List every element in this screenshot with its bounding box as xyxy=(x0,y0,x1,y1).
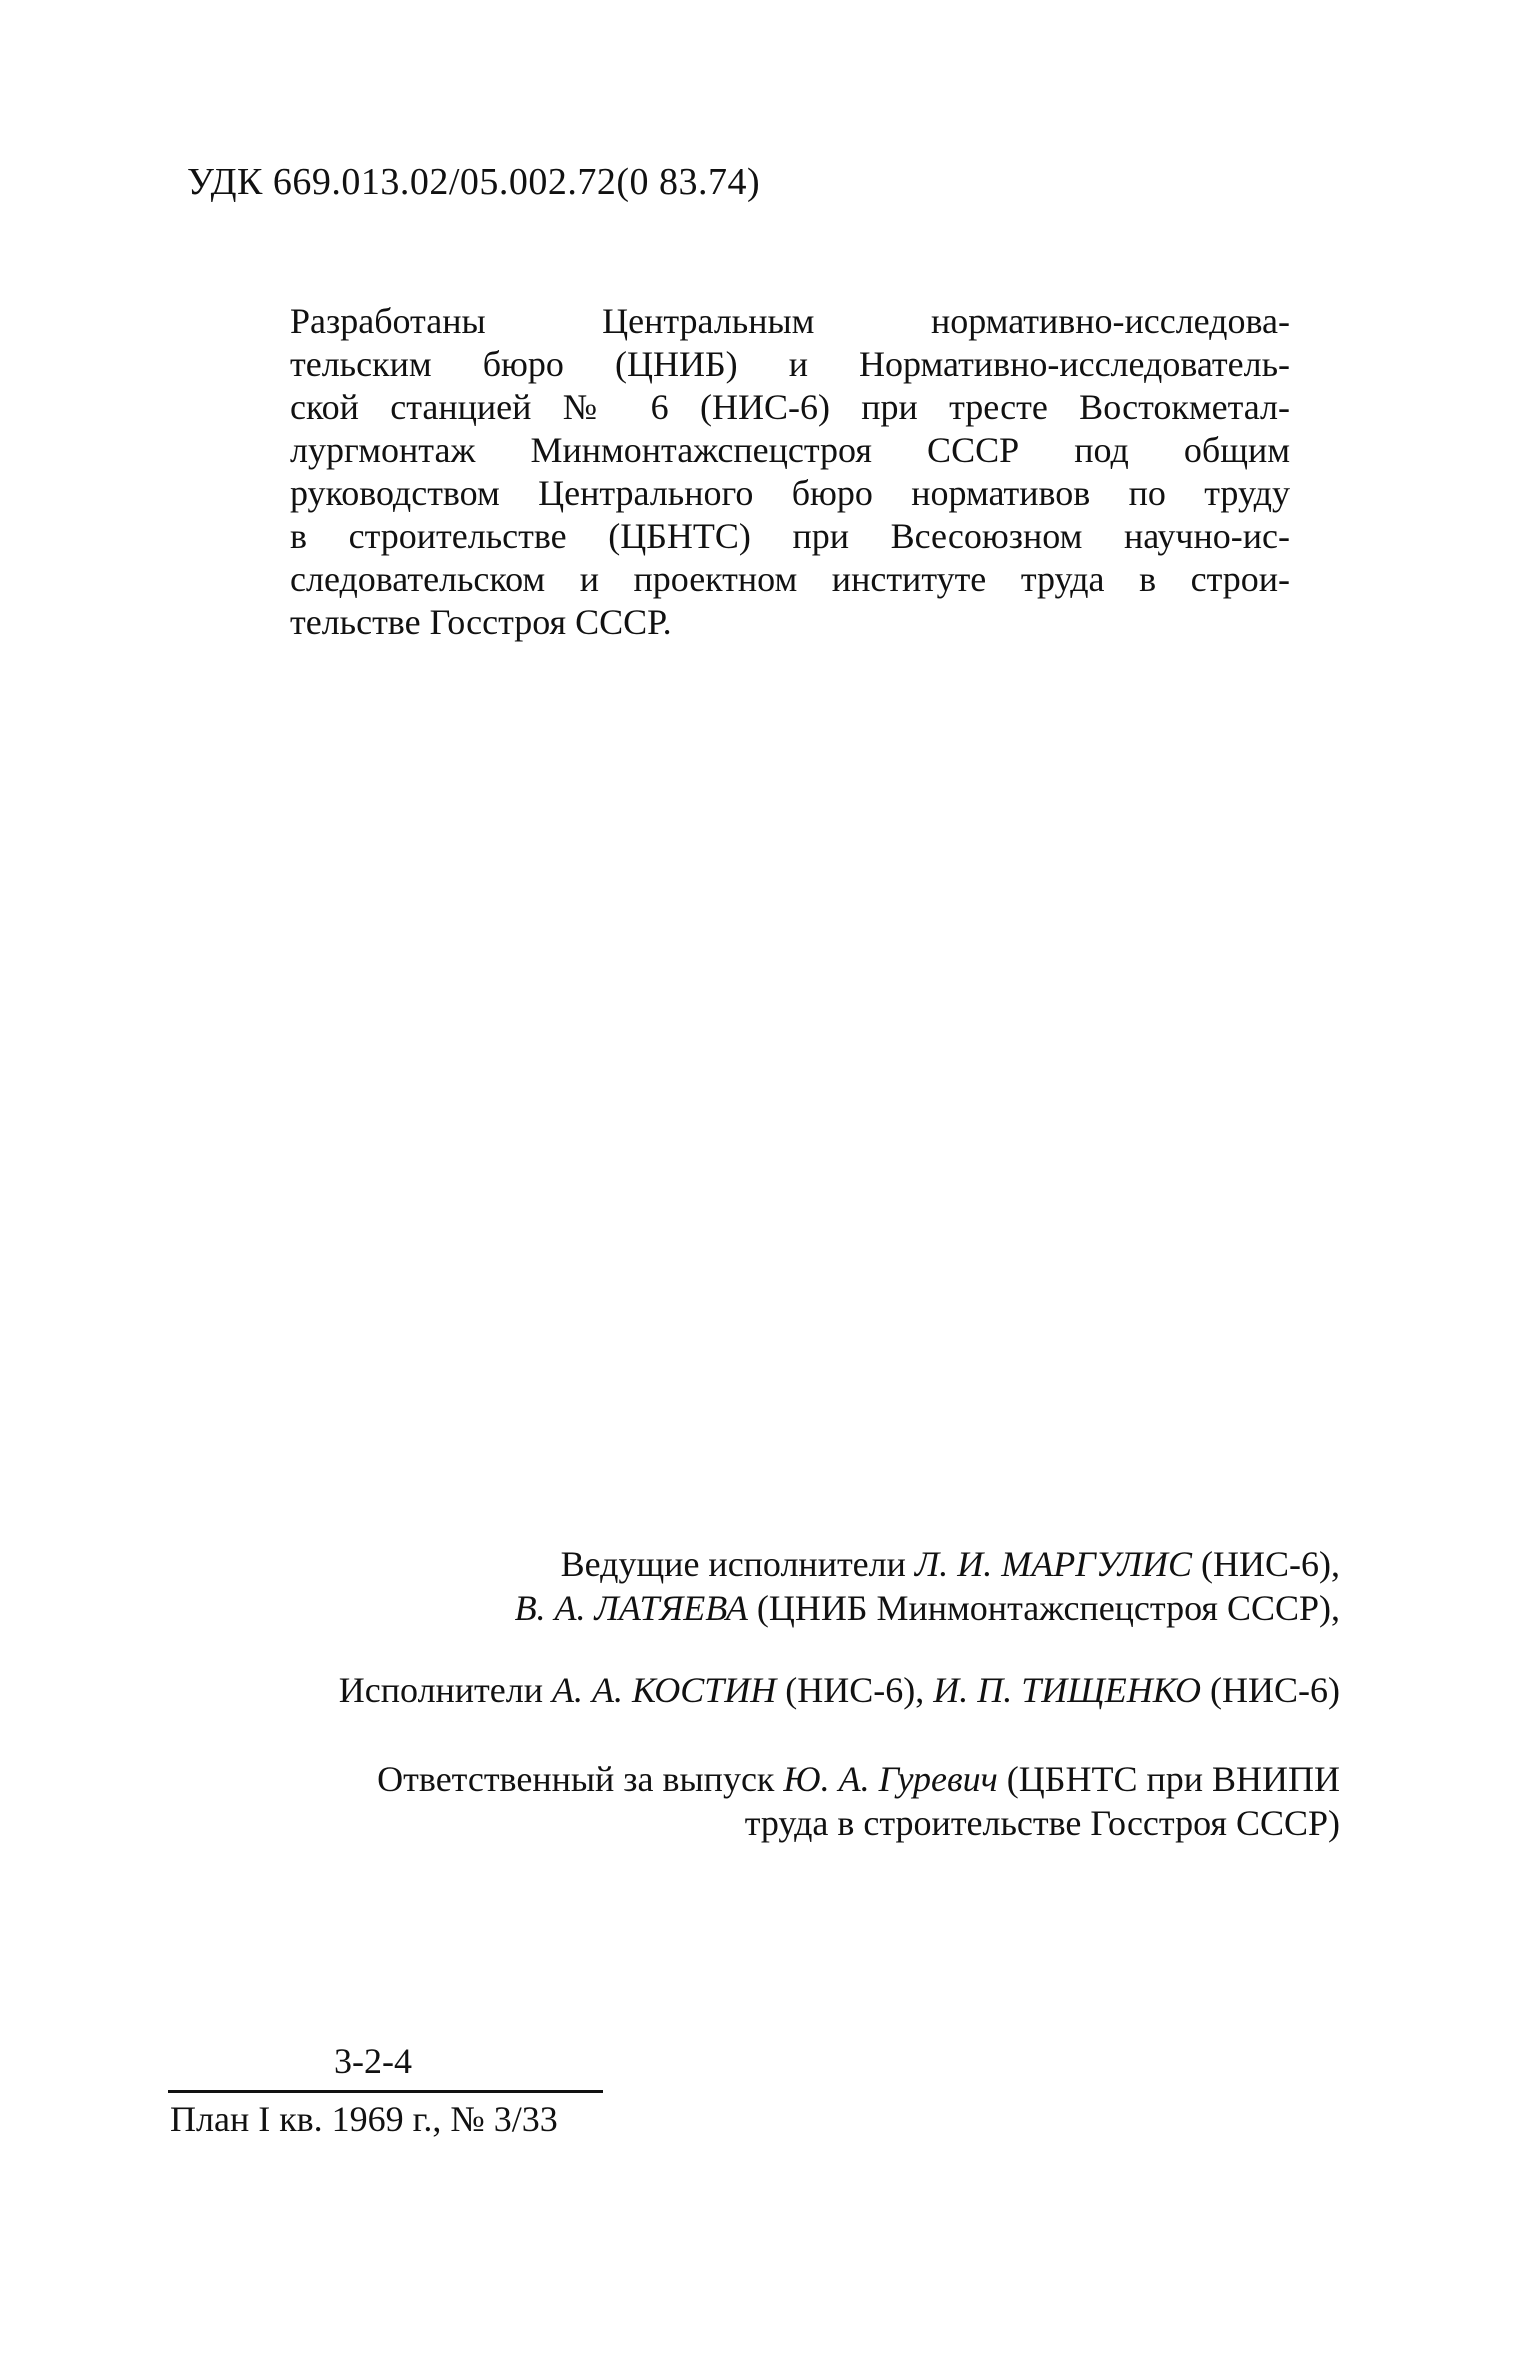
performers xyxy=(140,1668,1340,1712)
development-note-line: тельским бюро (ЦНИБ) и Нормативно-исследователь- xyxy=(290,344,1290,384)
lead-performer-name: Л. И. МАРГУЛИС xyxy=(914,1544,1193,1584)
development-note-line: в строительстве (ЦБНТС) при Всесоюзном научно-ис- xyxy=(290,516,1290,556)
performer-org: (НИС-6), xyxy=(785,1670,925,1710)
development-note-line: лургмонтаж Минмонтажспецстроя СССР под общим xyxy=(290,430,1290,470)
performer-name: А. А. КОСТИН xyxy=(552,1670,777,1710)
performer-org: (НИС-6) xyxy=(1210,1670,1340,1710)
development-note-line: тельстве Госстроя СССР. xyxy=(290,602,672,642)
responsible-editor xyxy=(140,1757,1340,1845)
plan-divider xyxy=(168,2090,603,2093)
responsible-line-1 xyxy=(140,1757,1340,1801)
publication-plan: План I кв. 1969 г., № 3/33 xyxy=(170,2099,558,2139)
performer-name: И. П. ТИЩЕНКО xyxy=(933,1670,1202,1710)
udk-classification: УДК 669.013.02/05.002.72(0 83.74) xyxy=(187,161,761,203)
development-note-line: ской станцией № 6 (НИС-6) при тресте Востокметал- xyxy=(290,387,1290,427)
responsible-name: Ю. А. Гуревич xyxy=(783,1759,998,1799)
responsible-org: (ЦБНТС при ВНИПИ xyxy=(1006,1759,1340,1799)
lead-performers xyxy=(140,1542,1340,1630)
development-note xyxy=(290,300,1290,644)
publication-code: 3-2-4 xyxy=(334,2041,412,2081)
responsible-label: Ответственный за выпуск xyxy=(377,1759,775,1799)
lead-performers-label: Ведущие исполнители xyxy=(560,1544,906,1584)
development-note-line: Разработаны Центральным нормативно-исследова- xyxy=(290,301,1290,341)
development-note-line: руководством Центрального бюро нормативов по труду xyxy=(290,473,1290,513)
performers-line xyxy=(140,1668,1340,1712)
lead-performer-org: (НИС-6), xyxy=(1201,1544,1340,1584)
performers-label: Исполнители xyxy=(338,1670,544,1710)
development-note-line: следовательском и проектном институте труда в строи- xyxy=(290,559,1290,599)
lead-performers-line-2 xyxy=(140,1586,1340,1630)
lead-performers-line-1 xyxy=(140,1542,1340,1586)
responsible-line-2: труда в строительстве Госстроя СССР) xyxy=(744,1803,1340,1843)
lead-performer-name: В. А. ЛАТЯЕВА xyxy=(514,1588,748,1628)
lead-performer-org: (ЦНИБ Минмонтажспецстроя СССР), xyxy=(756,1588,1340,1628)
